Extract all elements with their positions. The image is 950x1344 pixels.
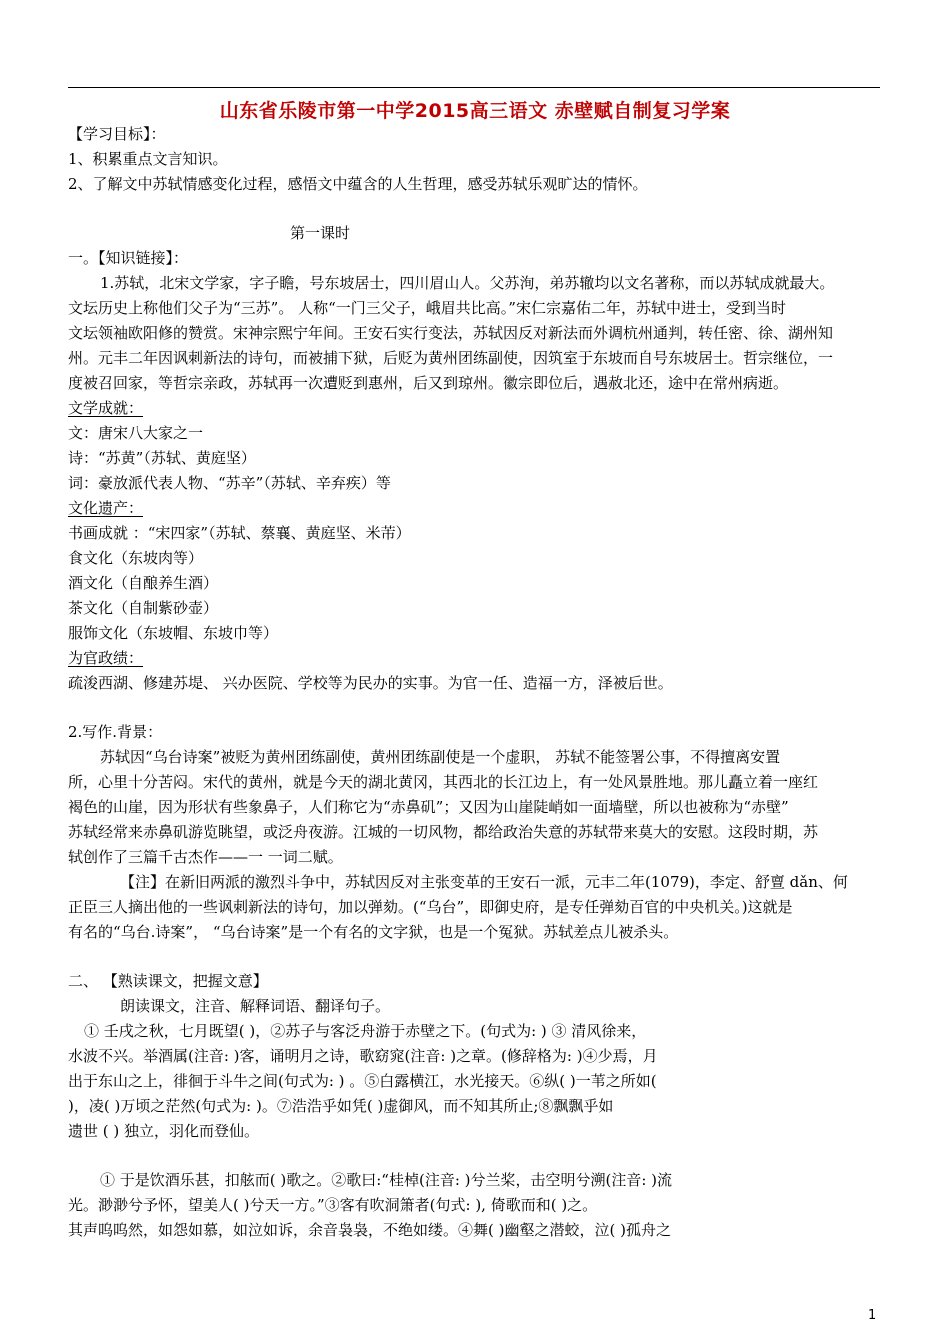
bio-line: 度被召回家，等哲宗亲政，苏轼再一次遭贬到惠州，后又到琼州。徽宗即位后，遇赦北还，途中在常州病逝。 <box>68 374 789 392</box>
culture-item: 书画成就 ：“宋四家”（苏轼、蔡襄、黄庭坚、米芾） <box>68 524 411 542</box>
background-line: 轼创作了三篇千古杰作——一 一词二赋。 <box>68 848 343 866</box>
gov-text: 疏浚西湖、修建苏堤、 兴办医院、学校等为民办的实事。为官一任、造福一方，泽被后世。 <box>68 674 673 692</box>
background-line: 褐色的山崖，因为形状有些象鼻子，人们称它为“赤鼻矶”；又因为山崖陡峭如一面墙壁，所以也被称为“赤壁” <box>68 798 789 816</box>
bio-line: 1.苏轼，北宋文学家，字子瞻，号东坡居士，四川眉山人。父苏洵，弟苏辙均以文名著称，而以苏轼成就最大。 <box>100 274 835 292</box>
document-title: 山东省乐陵市第一中学2015高三语文 赤壁赋自制复习学案 <box>219 100 731 122</box>
background-line: 苏轼因“乌台诗案”被贬为黄州团练副使，黄州团练副使是一个虚职， 苏轼不能签署公事，不得擅离安置 <box>100 748 781 766</box>
goals-heading: 【学习目标】： <box>68 125 166 143</box>
lit-item: 词：豪放派代表人物、“苏辛”（苏轼、辛弃疾）等 <box>68 474 391 492</box>
exercise-line: 水波不兴。举酒属(注音: )客，诵明月之诗，歌窈窕(注音: )之章。(修辞格为: )④少焉，月 <box>68 1047 658 1065</box>
background-heading: 2.写作.背景： <box>68 723 163 741</box>
bio-line: 文坛历史上称他们父子为“三苏”。 人称“一门三父子，峨眉共比高。”宋仁宗嘉佑二年，苏轼中进士，受到当时 <box>68 299 786 317</box>
exercise-line: ① 于是饮酒乐甚，扣舷而( )歌之。②歌曰:“桂棹(注音: )兮兰桨，击空明兮溯(注音: )流 <box>100 1171 673 1189</box>
section2-heading: 二、 【熟读课文，把握文意】 <box>68 972 268 990</box>
culture-item: 服饰文化（东坡帽、东坡巾等） <box>68 624 279 642</box>
exercise-line: 其声呜呜然，如怨如慕，如泣如诉，余音袅袅，不绝如缕。④舞( )幽壑之潜蛟，泣( )孤舟之 <box>68 1221 671 1239</box>
exercise-line: )，凌( )万顷之茫然(句式为: )。⑦浩浩乎如凭( )虚御风，而不知其所止;⑧飘飘乎如 <box>68 1097 614 1115</box>
lit-item: 诗：“苏黄”（苏轼、黄庭坚） <box>68 449 256 467</box>
lesson-label: 第一课时 <box>290 224 351 242</box>
culture-item: 食文化（东坡肉等） <box>68 549 204 567</box>
section1-heading: 一。【知识链接】： <box>68 249 189 267</box>
header-rule <box>68 87 880 88</box>
culture-item: 茶文化（自制紫砂壶） <box>68 599 219 617</box>
goal-item: 2、了解文中苏轼情感变化过程，感悟文中蕴含的人生哲理，感受苏轼乐观旷达的情怀。 <box>68 175 648 193</box>
bio-line: 文坛领袖欧阳修的赞赏。宋神宗熙宁年间。王安石实行变法，苏轼因反对新法而外调杭州通判，转任密、徐、湖州知 <box>68 324 834 342</box>
exercise-line: ① 壬戌之秋，七月既望( )，②苏子与客泛舟游于赤壁之下。(句式为: ) ③ 清风徐来， <box>84 1022 647 1040</box>
background-line: 苏轼经常来赤鼻矶游览眺望，或泛舟夜游。江城的一切风物，都给政治失意的苏轼带来莫大的安慰。这段时期，苏 <box>68 823 819 841</box>
culture-heading: 文化遗产： <box>68 499 144 517</box>
lit-heading: 文学成就： <box>68 399 144 417</box>
background-line: 所，心里十分苦闷。宋代的黄州，就是今天的湖北黄冈，其西北的长江边上，有一处风景胜地。那儿矗立着一座红 <box>68 773 819 791</box>
note-line: 有名的“乌台.诗案”， “乌台诗案”是一个有名的文字狱，也是一个冤狱。苏轼差点儿被杀头。 <box>68 923 679 941</box>
section2-intro: 朗读课文，注音、解释词语、翻译句子。 <box>120 997 391 1015</box>
note-line: 【注】在新旧两派的激烈斗争中，苏轼因反对主张变革的王安石一派，元丰二年(1079)，李定、舒亶 dǎn、何 <box>120 873 848 891</box>
lit-item: 文：唐宋八大家之一 <box>68 424 204 442</box>
bio-line: 州。元丰二年因讽刺新法的诗句，而被捕下狱，后贬为黄州团练副使，因筑室于东坡而自号东坡居士。哲宗继位，一 <box>68 349 834 367</box>
gov-heading: 为官政绩： <box>68 649 144 667</box>
culture-item: 酒文化（自酿养生酒） <box>68 574 219 592</box>
exercise-line: 遗世 ( ) 独立，羽化而登仙。 <box>68 1122 260 1140</box>
page-number: 1 <box>868 1308 877 1323</box>
exercise-line: 光。渺渺兮予怀，望美人( )兮天一方。”③客有吹洞箫者(句式: ), 倚歌而和( )之。 <box>68 1196 598 1214</box>
goal-item: 1、积累重点文言知识。 <box>68 150 228 168</box>
note-line: 正臣三人摘出他的一些讽刺新法的诗句，加以弹劾。(“乌台”，即御史府，是专任弹劾百官的中央机关。)这就是 <box>68 898 793 916</box>
exercise-line: 出于东山之上，徘徊于斗牛之间(句式为: ) 。⑤白露横江，水光接天。⑥纵( )一苇之所如( <box>68 1072 657 1090</box>
